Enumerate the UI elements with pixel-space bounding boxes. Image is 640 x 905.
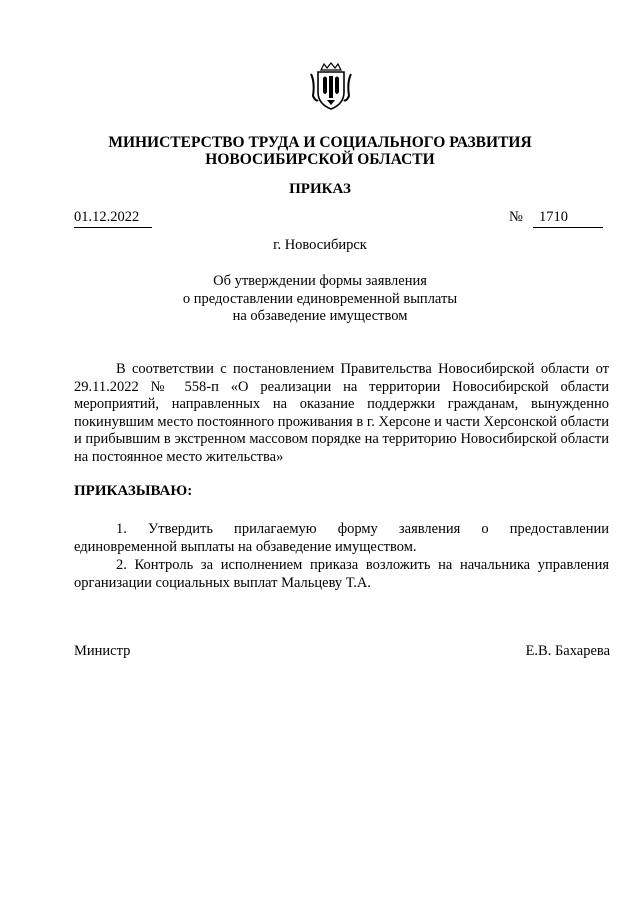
order-item-1: 1. Утвердить прилагаемую форму заявления о предоставлении единовременной выплаты на обзаведение имуществом. <box>74 521 609 555</box>
document-subject <box>0 273 640 326</box>
document-city: г. Новосибирск <box>273 237 367 253</box>
subject-line-2: о предоставлении единовременной выплаты <box>182 290 458 307</box>
document-number-block <box>509 209 603 226</box>
signatory-position: Министр <box>74 643 131 659</box>
subject-line-3: на обзаведение имуществом <box>232 308 408 324</box>
organization-name <box>0 134 640 168</box>
subject-line-1: Об утверждении формы заявления <box>213 273 427 289</box>
order-heading: ПРИКАЗЫВАЮ: <box>74 483 193 499</box>
preamble-paragraph: В соответствии с постановлением Правительства Новосибирской области от 29.11.2022 № 558-п «О реализации на территории Новосибирской области мероприятий, направленных на оказание поддержки гражданам, вынужденно покинувшим место постоянного проживания в г. Херсоне и части Херсонской области и прибывшим в экстренном массовом порядке на территорию Новосибирской области на постоянное место жительства» <box>74 361 609 465</box>
org-line-2: НОВОСИБИРСКОЙ ОБЛАСТИ <box>205 151 435 168</box>
number-sign: № <box>509 209 523 225</box>
org-line-1: МИНИСТЕРСТВО ТРУДА И СОЦИАЛЬНОГО РАЗВИТИЯ <box>108 134 532 151</box>
coat-of-arms-icon <box>309 62 353 112</box>
signatory-name: Е.В. Бахарева <box>525 643 610 659</box>
document-number: 1710 <box>533 209 603 228</box>
order-item-2: 2. Контроль за исполнением приказа возложить на начальника управления организации социальных выплат Мальцеву Т.А. <box>74 557 609 591</box>
document-type: ПРИКАЗ <box>289 181 351 197</box>
document-date: 01.12.2022 <box>74 209 152 228</box>
